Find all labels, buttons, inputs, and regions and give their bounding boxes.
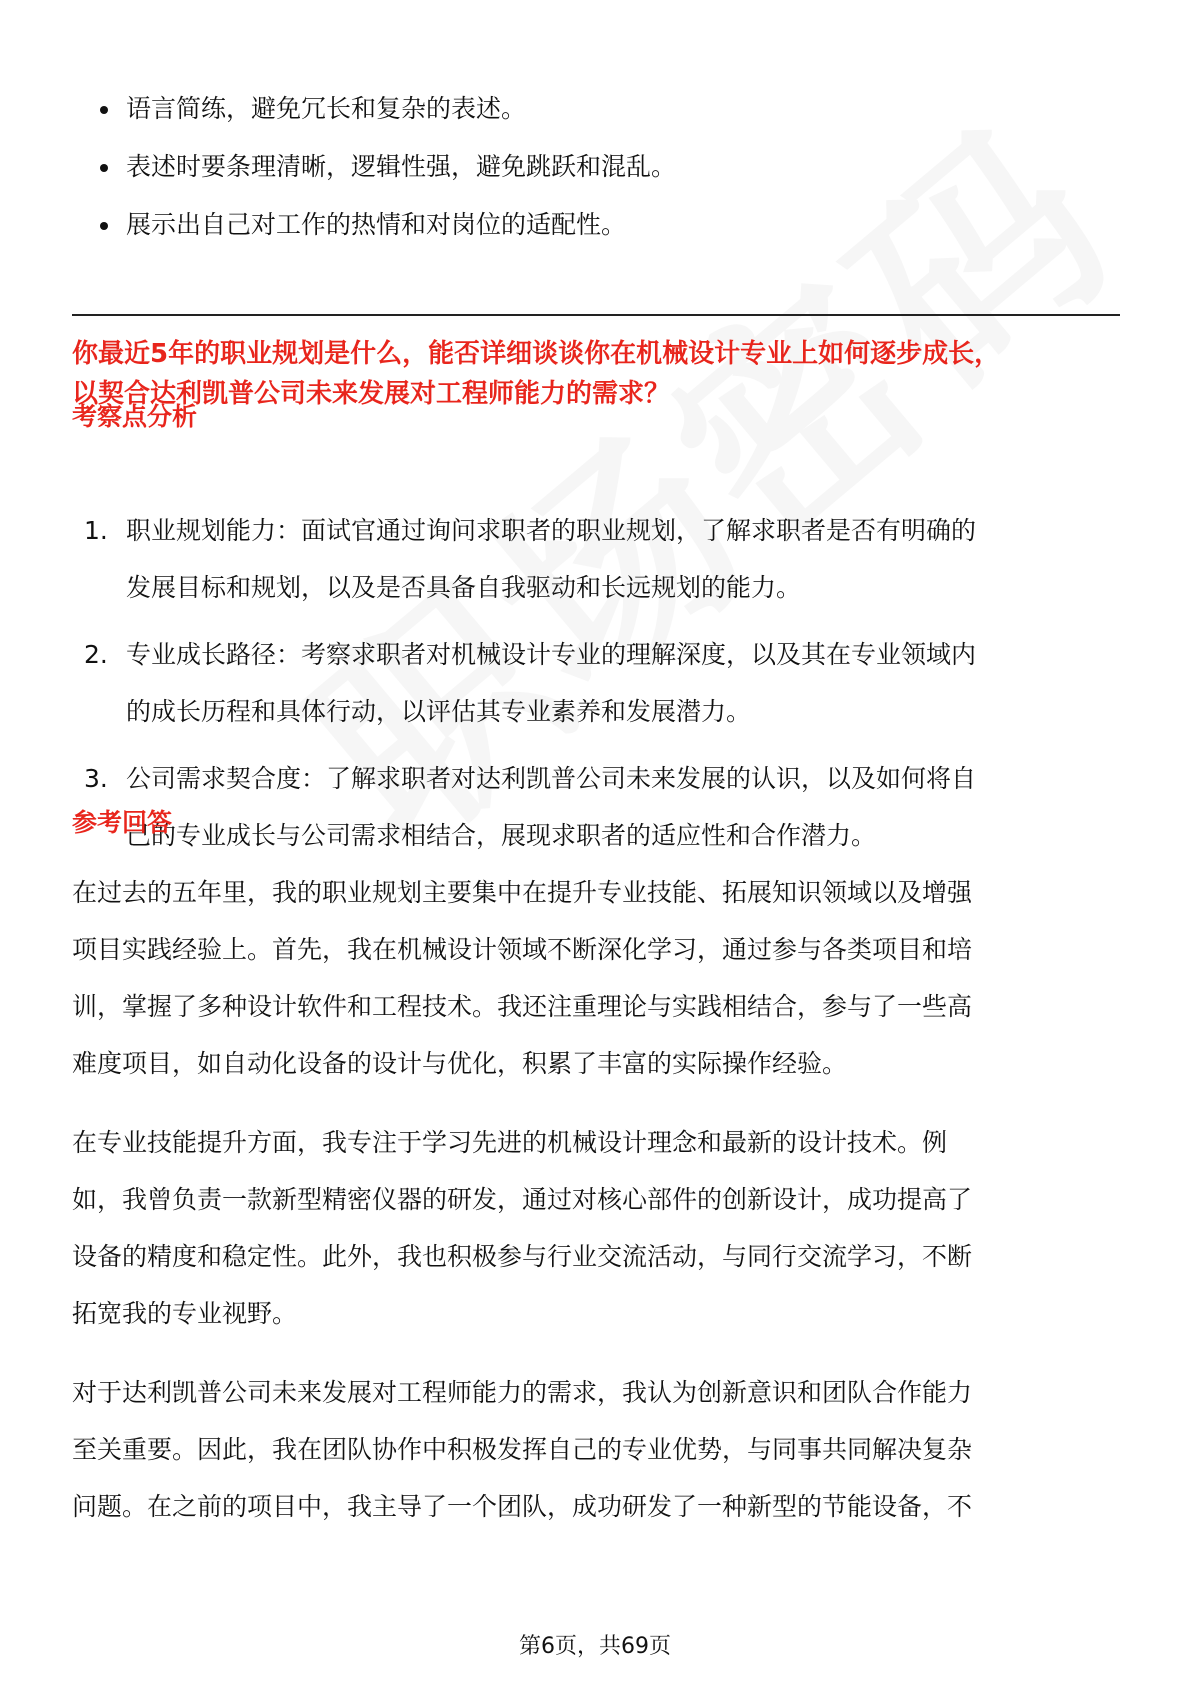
bullet-item: 表述时要条理清晰，逻辑性强，避免跳跃和混乱。	[100, 152, 1100, 182]
section-divider	[72, 314, 1120, 316]
item-number: 1.	[84, 516, 108, 545]
paragraph-line: 问题。在之前的项目中，我主导了一个团队，成功研发了一种新型的节能设备，不	[72, 1492, 973, 1521]
answer-paragraph	[72, 864, 1122, 1092]
answer-paragraph	[72, 1114, 1122, 1342]
analysis-list	[84, 502, 1124, 874]
analysis-item	[84, 502, 1124, 616]
paragraph-line: 至关重要。因此，我在团队协作中积极发挥自己的专业优势，与同事共同解决复杂	[72, 1435, 973, 1464]
analysis-item	[84, 626, 1124, 740]
item-text-line: 的成长历程和具体行动，以评估其专业素养和发展潜力。	[126, 697, 752, 726]
paragraph-line: 在专业技能提升方面，我专注于学习先进的机械设计理念和最新的设计技术。例	[72, 1128, 948, 1157]
analysis-item	[84, 750, 1124, 864]
item-number: 2.	[84, 640, 108, 669]
question-line: 以契合达利凯普公司未来发展对工程师能力的需求？	[72, 379, 671, 409]
paragraph-line: 如，我曾负责一款新型精密仪器的研发，通过对核心部件的创新设计，成功提高了	[72, 1185, 973, 1214]
paragraph-line: 训，掌握了多种设计软件和工程技术。我还注重理论与实践相结合，参与了一些高	[72, 992, 973, 1021]
answer-heading: 参考回答	[72, 808, 173, 837]
page-number: 第6页，共69页	[519, 1634, 671, 1659]
bullet-item: 展示出自己对工作的热情和对岗位的适配性。	[100, 210, 1100, 240]
paragraph-line: 难度项目，如自动化设备的设计与优化，积累了丰富的实际操作经验。	[72, 1049, 848, 1078]
question-line: 你最近5年的职业规划是什么，能否详细谈谈你在机械设计专业上如何逐步成长，	[72, 339, 1001, 369]
paragraph-line: 对于达利凯普公司未来发展对工程师能力的需求，我认为创新意识和团队合作能力	[72, 1378, 973, 1407]
paragraph-line: 设备的精度和稳定性。此外，我也积极参与行业交流活动，与同行交流学习，不断	[72, 1242, 973, 1271]
item-number: 3.	[84, 764, 108, 793]
bullet-item: 语言简练，避免冗长和复杂的表述。	[100, 94, 1100, 124]
item-text-line: 公司需求契合度：了解求职者对达利凯普公司未来发展的认识，以及如何将自	[126, 764, 977, 793]
interview-question	[72, 334, 1132, 414]
tips-bullet-list	[100, 94, 1100, 268]
paragraph-line: 拓宽我的专业视野。	[72, 1299, 298, 1328]
paragraph-line: 项目实践经验上。首先，我在机械设计领域不断深化学习，通过参与各类项目和培	[72, 935, 973, 964]
item-text-line: 专业成长路径：考察求职者对机械设计专业的理解深度，以及其在专业领域内	[126, 640, 977, 669]
item-text-line: 己的专业成长与公司需求相结合，展现求职者的适应性和合作潜力。	[126, 821, 877, 850]
item-text-line: 职业规划能力：面试官通过询问求职者的职业规划，了解求职者是否有明确的	[126, 516, 977, 545]
paragraph-line: 在过去的五年里，我的职业规划主要集中在提升专业技能、拓展知识领域以及增强	[72, 878, 973, 907]
item-text-line: 发展目标和规划，以及是否具备自我驱动和长远规划的能力。	[126, 573, 802, 602]
analysis-heading: 考察点分析	[72, 402, 198, 431]
answer-paragraph	[72, 1364, 1122, 1535]
